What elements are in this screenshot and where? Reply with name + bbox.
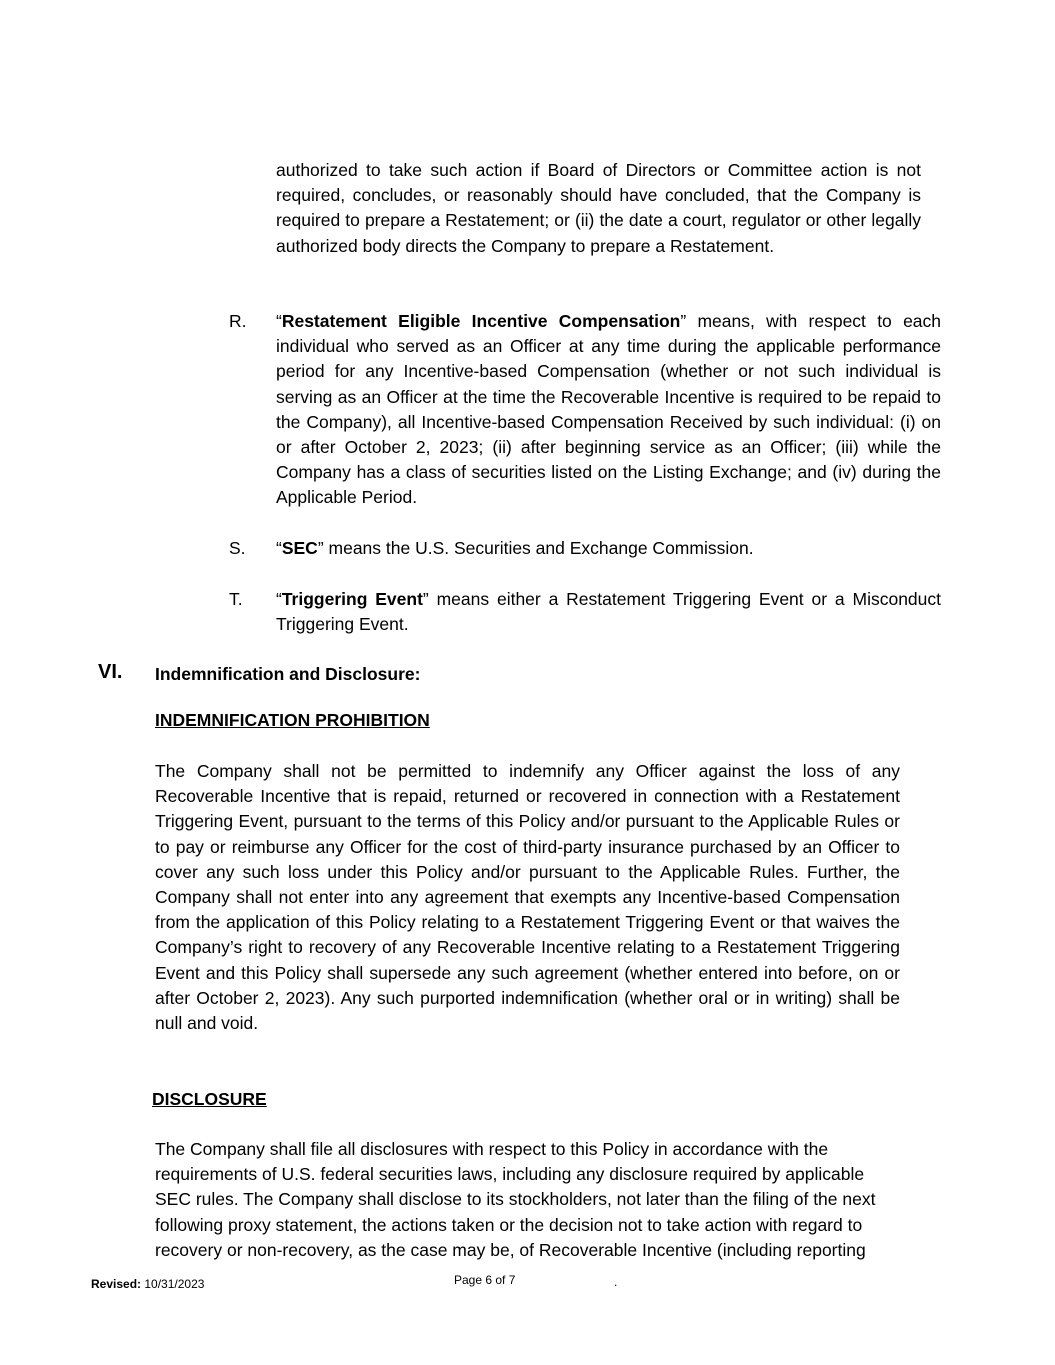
- definition-label: T.: [229, 589, 243, 609]
- definition-triggering-event: [276, 587, 941, 637]
- disclosure-paragraph: [155, 1137, 945, 1263]
- defined-term: Restatement Eligible Incentive Compensation: [281, 311, 681, 331]
- close-quote: ”: [317, 538, 324, 558]
- open-quote: “: [276, 538, 282, 558]
- open-quote: “: [276, 589, 282, 609]
- close-quote: ”: [422, 589, 429, 609]
- definition-body: means either a Restatement Triggering Event or a Misconduct Triggering Event.: [276, 589, 941, 635]
- definition-body: means the U.S. Securities and Exchange Commission.: [323, 538, 754, 558]
- indemnification-heading: INDEMNIFICATION PROHIBITION: [155, 710, 430, 730]
- footer-dot: .: [614, 1275, 618, 1289]
- disclosure-line: requirements of U.S. federal securities laws, including any disclosure required by applicable: [155, 1164, 865, 1185]
- footer-revised: [91, 1277, 204, 1291]
- disclosure-line: following proxy statement, the actions taken or the decision not to take action with regard to: [155, 1214, 863, 1235]
- page-number: Page 6 of 7: [454, 1273, 516, 1287]
- definition-restatement-eligible: [276, 309, 941, 511]
- definition-sec: [276, 536, 941, 561]
- open-quote: “: [276, 311, 282, 331]
- indemnification-paragraph: The Company shall not be permitted to indemnify any Officer against the loss of any Recoverable Incentive that is repaid, returned or recovered in connection with a Restatement Triggering Event, pursuant to the terms of this Policy and/or pursuant to the Applicable Rules or to pay or reimburse any Officer for the cost of third-party insurance purchased by an Officer to cover any such loss under this Policy and/or pursuant to the Applicable Rules. Further, the Company shall not enter into any agreement that exempts any Incentive-based Compensation from the application of this Policy relating to a Restatement Triggering Event or that waives the Company’s right to recovery of any Recoverable Incentive relating to a Restatement Triggering Event and this Policy shall supersede any such agreement (whether entered into before, on or after October 2, 2023). Any such purported indemnification (whether oral or in writing) shall be null and void.: [155, 761, 900, 1034]
- disclosure-line: The Company shall file all disclosures with respect to this Policy in accordance with the: [155, 1139, 829, 1159]
- section-number: VI.: [98, 661, 123, 683]
- revised-label: Revised:: [91, 1277, 142, 1291]
- definition-label: S.: [229, 538, 246, 558]
- close-quote: ”: [680, 311, 687, 331]
- revised-date: 10/31/2023: [144, 1277, 205, 1291]
- defined-term: SEC: [281, 538, 318, 558]
- definition-label: R.: [229, 311, 247, 331]
- section-title: Indemnification and Disclosure:: [155, 664, 421, 684]
- continuation-paragraph: authorized to take such action if Board of Directors or Committee action is not required, concludes, or reasonably should have concluded, that the Company is required to prepare a Restatement; or (ii) the date a court, regulator or other legally authorized body directs the Company to prepare a Restatement.: [276, 160, 921, 256]
- definition-body: means, with respect to each individual who served as an Officer at any time during the applicable performance period for any Incentive-based Compensation (whether or not such individual is serving as an Officer at the time the Recoverable Incentive is required to be repaid to the Company), all Incentive-based Compensation Received by such individual: (i) on or after October 2, 2023; (ii) after beginning service as an Officer; (iii) while the Company has a class of securities listed on the Listing Exchange; and (iv) during the Applicable Period.: [276, 311, 942, 508]
- disclosure-line: recovery or non-recovery, as the case may be, of Recoverable Incentive (including reporting: [155, 1239, 866, 1260]
- disclosure-line: SEC rules. The Company shall disclose to its stockholders, not later than the filing of the next: [155, 1189, 876, 1210]
- defined-term: Triggering Event: [281, 589, 423, 609]
- disclosure-heading: DISCLOSURE: [152, 1089, 267, 1109]
